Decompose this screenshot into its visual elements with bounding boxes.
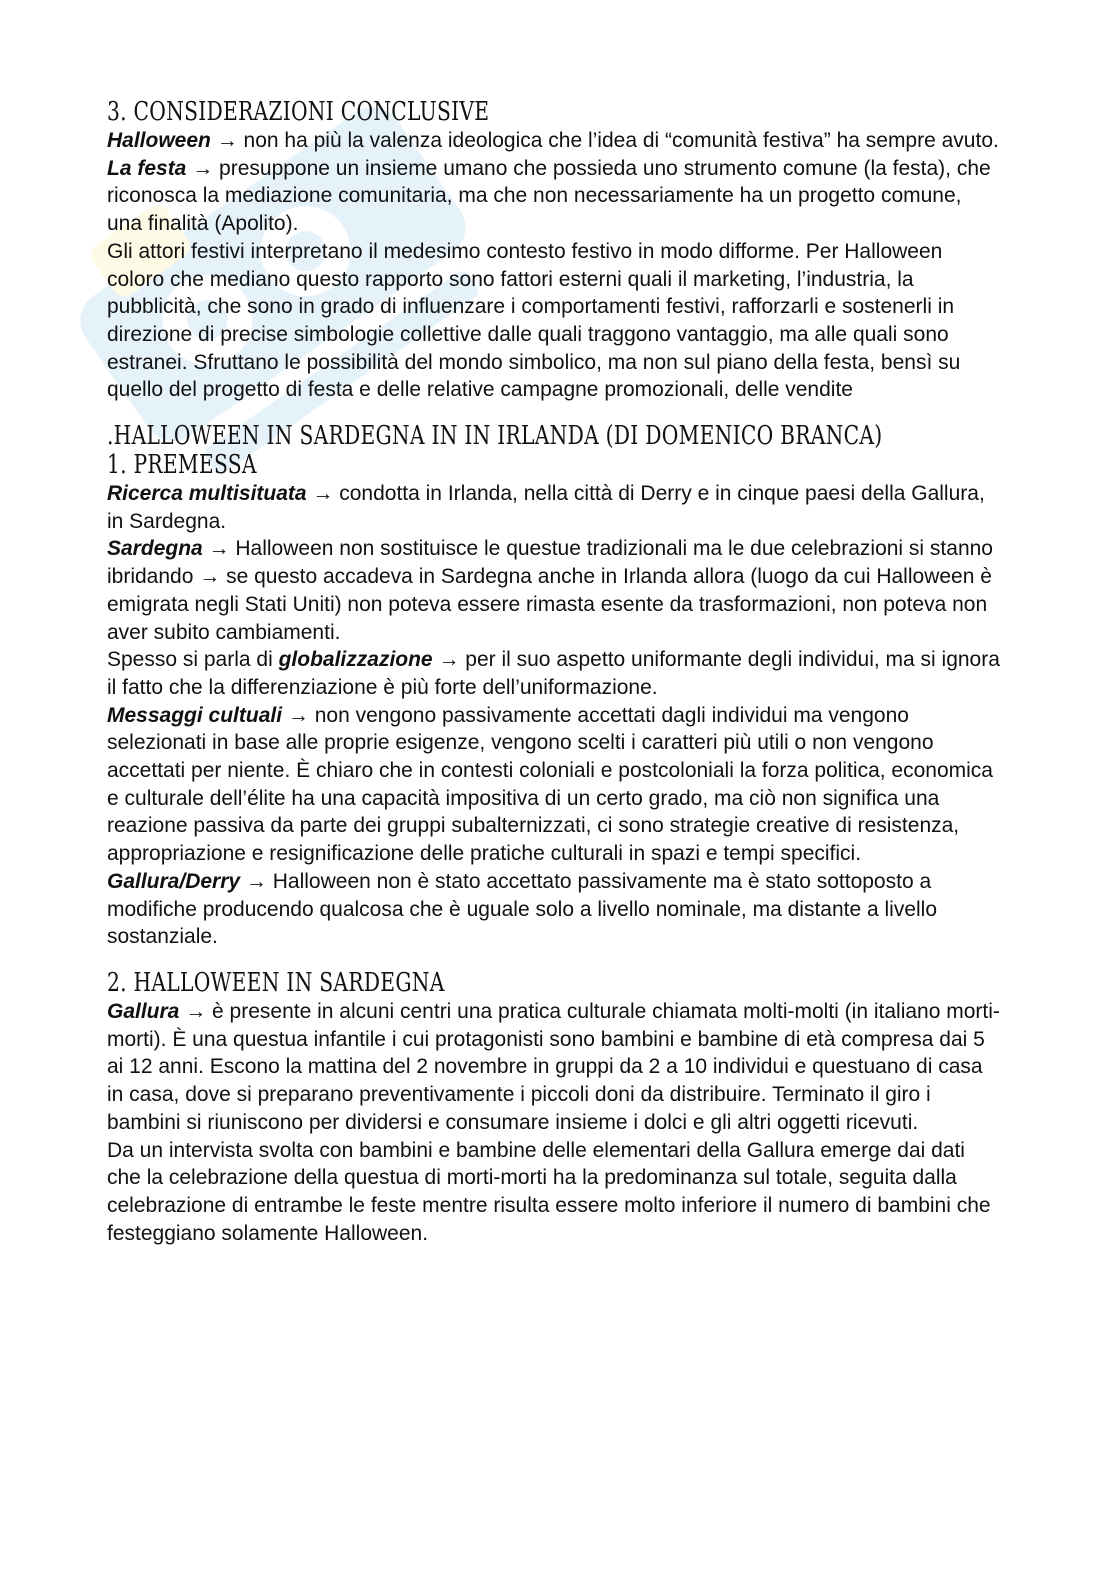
paragraph-text: → per il suo aspetto uniformante degli individui, ma si ignora il fatto che la differenziazione è più forte dell’uniformazione. <box>107 648 1000 699</box>
paragraph-text: → è presente in alcuni centri una pratica culturale chiamata molti-molti (in italiano morti-morti). È una questua infantile i cui protagonisti sono bambini e bambine di età compresa dai 5 ai 12 anni. Escono la mattina del 2 novembre in gruppi da 2 a 10 individui e questuano di casa in casa, dove si preparano preventivamente i piccoli doni da distribuire. Terminato il giro i bambini si riuniscono per dividersi e consumare insieme i dolci e gli altri oggetti ricevuti. <box>107 999 1000 1134</box>
paragraph-text: Gli attori festivi interpretano il medesimo contesto festivo in modo difforme. Per Halloween coloro che mediano questo rapporto sono fattori esterni quali il marketing, l’industria, la pubblicità, che sono in grado di influenzare i comportamenti festivi, rafforzarli e sostenerli in direzione di precise simbologie collettive dalle quali traggono vantaggio, ma alle quali sono estranei. Sfruttano le possibilità del mondo simbolico, ma non sul piano della festa, bensì su quello del progetto di festa e delle relative campagne promozionali, delle vendite <box>107 239 961 402</box>
key-term: Gallura <box>107 999 180 1023</box>
chapter-heading: .HALLOWEEN IN SARDEGNA IN IN IRLANDA (DI DOMENICO BRANCA) <box>107 421 883 452</box>
key-term: Messaggi cultuali <box>107 703 283 727</box>
key-term: Sardegna <box>107 537 203 561</box>
paragraph <box>107 646 1002 701</box>
paragraph <box>107 480 1002 535</box>
paragraph <box>107 155 1002 238</box>
key-term: Halloween <box>107 129 211 152</box>
key-term: Gallura/Derry <box>107 869 241 893</box>
paragraph <box>107 1137 1002 1248</box>
paragraph <box>107 702 1002 868</box>
document-page <box>107 98 1002 1247</box>
paragraph-text: → non vengono passivamente accettati dagli individui ma vengono selezionati in base alle proprie esigenze, vengono scelti i caratteri più utili o non vengono accettati per niente. È chiaro che in contesti coloniali e postcoloniali la forza politica, economica e culturale dell’élite ha una capacità impositiva di un certo grado, ma ciò non significa una reazione passiva da parte dei gruppi subalternizzati, ci sono strategie creative di resistenza, appropriazione e resignificazione delle pratiche culturali in spazi e tempi specifici. <box>107 703 993 866</box>
section-heading-conclusions: 3. CONSIDERAZIONI CONCLUSIVE <box>107 97 490 127</box>
paragraph-text: Da un intervista svolta con bambini e bambine delle elementari della Gallura emerge dai dati che la celebrazione della questua di morti-morti ha la predominanza sul totale, seguita dalla celebrazione di entrambe le feste mentre risulta essere molto inferiore il numero di bambini che festeggiano solamente Halloween. <box>107 1138 991 1245</box>
key-term: Ricerca multisituata <box>107 482 307 506</box>
key-term: globalizzazione <box>278 648 433 672</box>
key-term: La festa <box>107 156 187 180</box>
paragraph-text: Spesso si parla di <box>107 648 279 672</box>
paragraph <box>107 127 1002 155</box>
paragraph <box>107 868 1002 951</box>
paragraph <box>107 998 1002 1137</box>
paragraph-text: → non ha più la valenza ideologica che l’idea di “comunità festiva” ha sempre avuto. <box>210 129 999 152</box>
paragraph <box>107 535 1002 646</box>
paragraph-text: → Halloween non sostituisce le questue tradizionali ma le due celebrazioni si stanno ibridando → se questo accadeva in Sardegna anche in Irlanda allora (luogo da cui Halloween è emigrata negli Stati Uniti) non poteva essere rimasta esente da trasformazioni, non poteva non aver subito cambiamenti. <box>107 537 993 644</box>
paragraph-text: → presuppone un insieme umano che possieda uno strumento comune (la festa), che riconosca la mediazione comunitaria, ma che non necessariamente ha un progetto comune, una finalità (Apolito). <box>107 156 991 236</box>
paragraph-text: → condotta in Irlanda, nella città di Derry e in cinque paesi della Gallura, in Sardegna. <box>107 482 985 533</box>
section-heading-sardegna: 2. HALLOWEEN IN SARDEGNA <box>107 967 445 998</box>
paragraph <box>107 238 1002 404</box>
paragraph-text: → Halloween non è stato accettato passivamente ma è stato sottoposto a modifiche producendo qualcosa che è uguale solo a livello nominale, ma distante a livello sostanziale. <box>107 869 938 949</box>
section-heading-premessa: 1. PREMESSA <box>107 450 257 481</box>
